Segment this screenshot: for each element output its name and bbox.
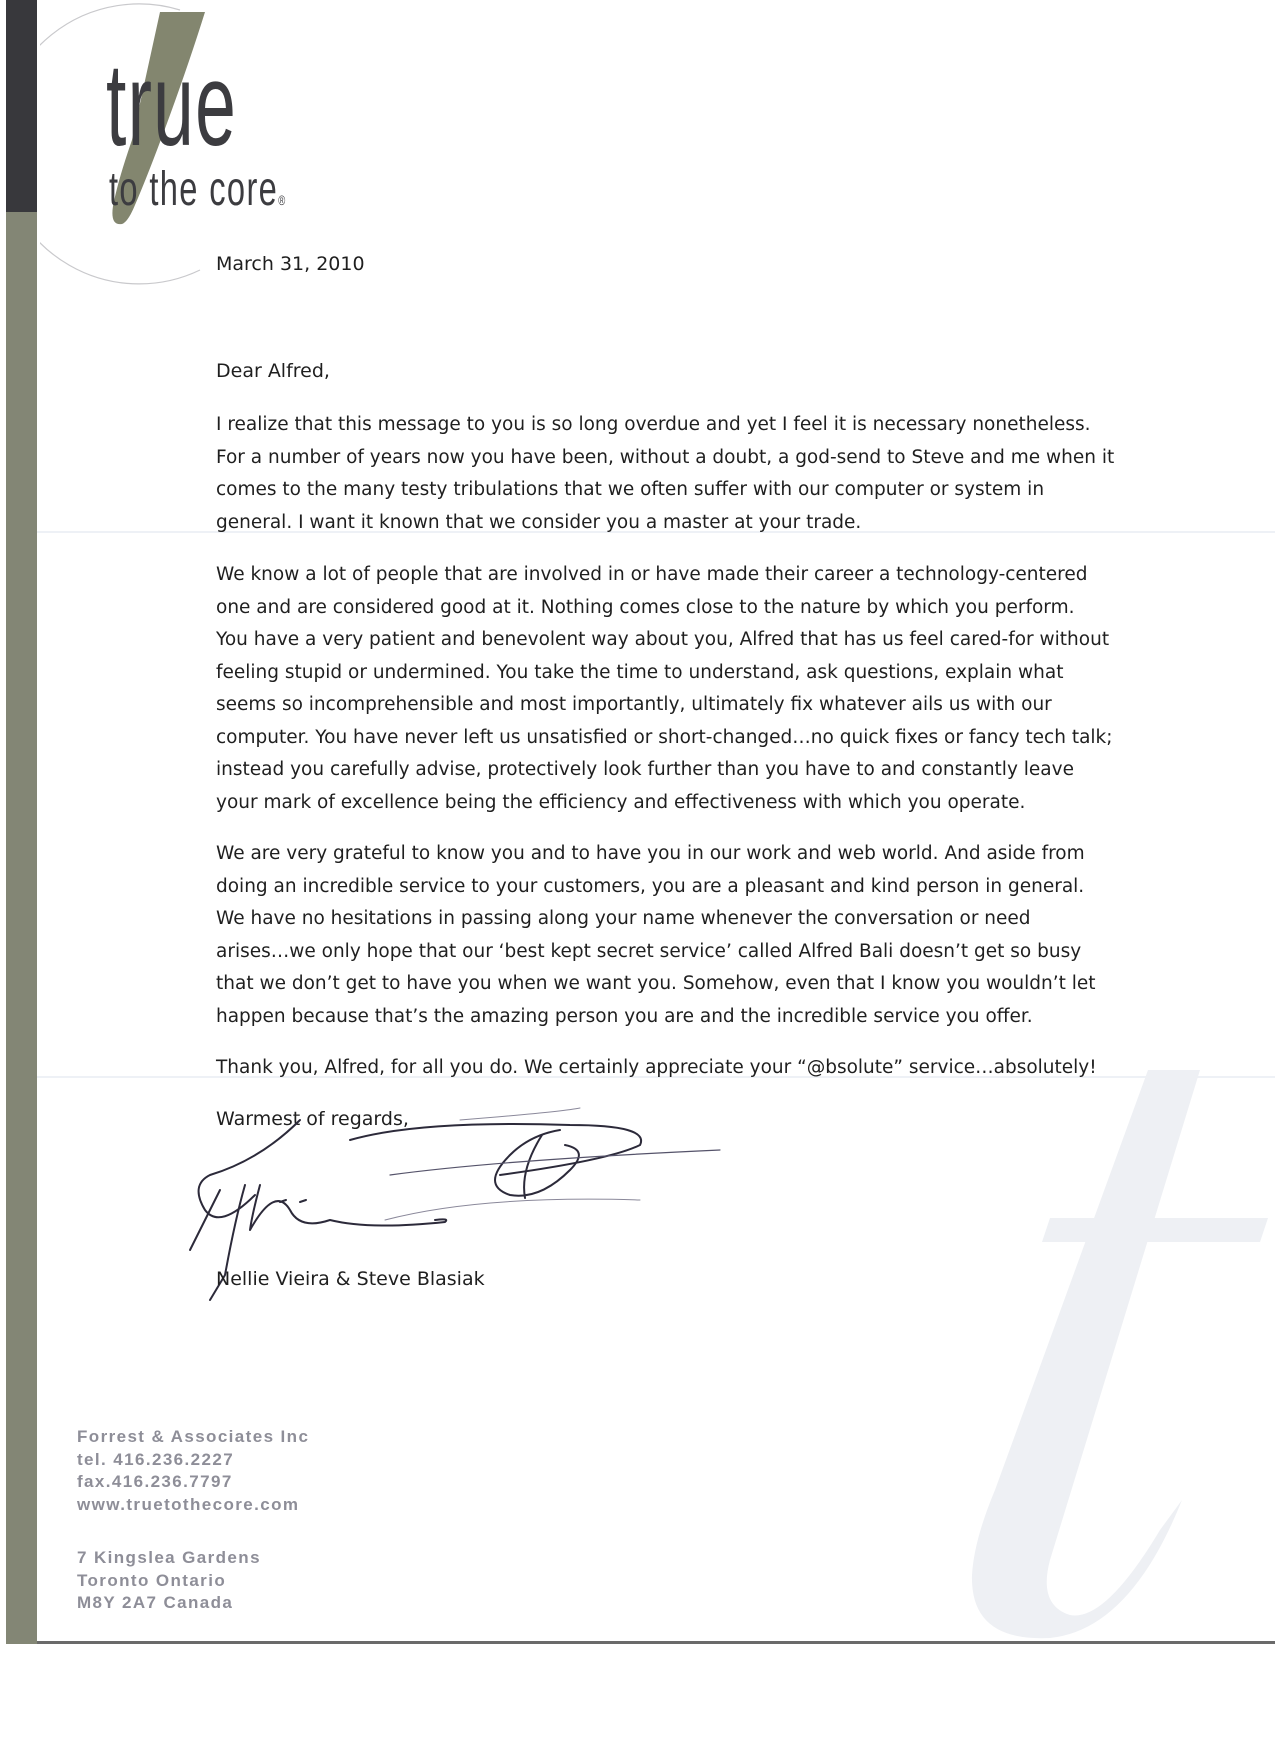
logo-word-to-the-core xyxy=(109,163,287,216)
paragraph-line: We are very grateful to know you and to have you in our work and web world. And aside from xyxy=(216,843,1085,864)
footer-contact xyxy=(77,1426,309,1516)
logo-sub-text: to the core xyxy=(109,163,279,216)
bottom-rule xyxy=(37,1641,1275,1644)
closing: Warmest of regards, xyxy=(216,1108,409,1130)
footer-tel: tel. 416.236.2227 xyxy=(77,1449,235,1469)
paragraph-line: comes to the many testy tribulations that we often suffer with our computer or system in xyxy=(216,479,1045,500)
footer-fax: fax.416.236.7797 xyxy=(77,1472,233,1491)
letter-date: March 31, 2010 xyxy=(216,253,365,275)
paragraph-line: your mark of excellence being the efficiency and effectiveness with which you operate. xyxy=(216,791,1026,813)
paragraph-line: one and are considered good at it. Nothing comes close to the nature by which you perform. xyxy=(216,596,1075,618)
salutation: Dear Alfred, xyxy=(216,360,330,382)
footer-address xyxy=(77,1547,261,1615)
paragraph-line: For a number of years now you have been, without a doubt, a god-send to Steve and me when it xyxy=(216,446,1115,468)
footer-address-line: Toronto Ontario xyxy=(77,1570,227,1590)
sidebar-band-olive xyxy=(6,212,37,1644)
footer-address-line: M8Y 2A7 Canada xyxy=(77,1593,234,1612)
footer-company-name: Forrest & Associates Inc xyxy=(77,1427,310,1446)
signatories: Nellie Vieira & Steve Blasiak xyxy=(216,1268,485,1290)
paragraph-line: Thank you, Alfred, for all you do. We certainly appreciate your “@bsolute” service…absolutely! xyxy=(216,1057,1097,1078)
paragraph-line: I realize that this message to you is so long overdue and yet I feel it is necessary nonetheless. xyxy=(216,414,1091,435)
sidebar-band-dark xyxy=(6,0,37,212)
paragraph-line: arises…we only hope that our ‘best kept secret service’ called Alfred Bali doesn’t get so busy xyxy=(216,940,1082,962)
paragraph-2 xyxy=(216,559,1116,819)
paragraph-3 xyxy=(216,838,1116,1033)
watermark-t-icon xyxy=(900,1070,1275,1640)
paragraph-line: that we don’t get to have you when we want you. Somehow, even that I know you wouldn’t let xyxy=(216,973,1096,994)
paragraph-line: doing an incredible service to your customers, you are a pleasant and kind person in general. xyxy=(216,875,1085,897)
paragraph-line: instead you carefully advise, protectively look further than you have to and constantly leave xyxy=(216,759,1074,780)
paragraph-line: We have no hesitations in passing along your name whenever the conversation or need xyxy=(216,908,1031,929)
paragraph-line: We know a lot of people that are involved in or have made their career a technology-centered xyxy=(216,564,1088,585)
paragraph-line: general. I want it known that we consider you a master at your trade. xyxy=(216,511,862,533)
paragraph-line: seems so incomprehensible and most importantly, ultimately fix whatever ails us with our xyxy=(216,694,1052,715)
paragraph-line: feeling stupid or undermined. You take the time to understand, ask questions, explain what xyxy=(216,661,1064,683)
paragraph-1 xyxy=(216,409,1116,539)
paragraph-4 xyxy=(216,1052,1116,1085)
paragraph-line: You have a very patient and benevolent way about you, Alfred that has us feel cared-for without xyxy=(216,629,1110,650)
logo-word-true: true xyxy=(106,39,238,171)
footer-website: www.truetothecore.com xyxy=(77,1494,300,1514)
paragraph-line: happen because that’s the amazing person you are and the incredible service you offer. xyxy=(216,1005,1033,1027)
registered-mark: ® xyxy=(278,192,287,208)
footer-address-line: 7 Kingslea Gardens xyxy=(77,1548,261,1567)
paragraph-line: computer. You have never left us unsatisfied or short-changed…no quick fixes or fancy tech talk; xyxy=(216,726,1113,748)
